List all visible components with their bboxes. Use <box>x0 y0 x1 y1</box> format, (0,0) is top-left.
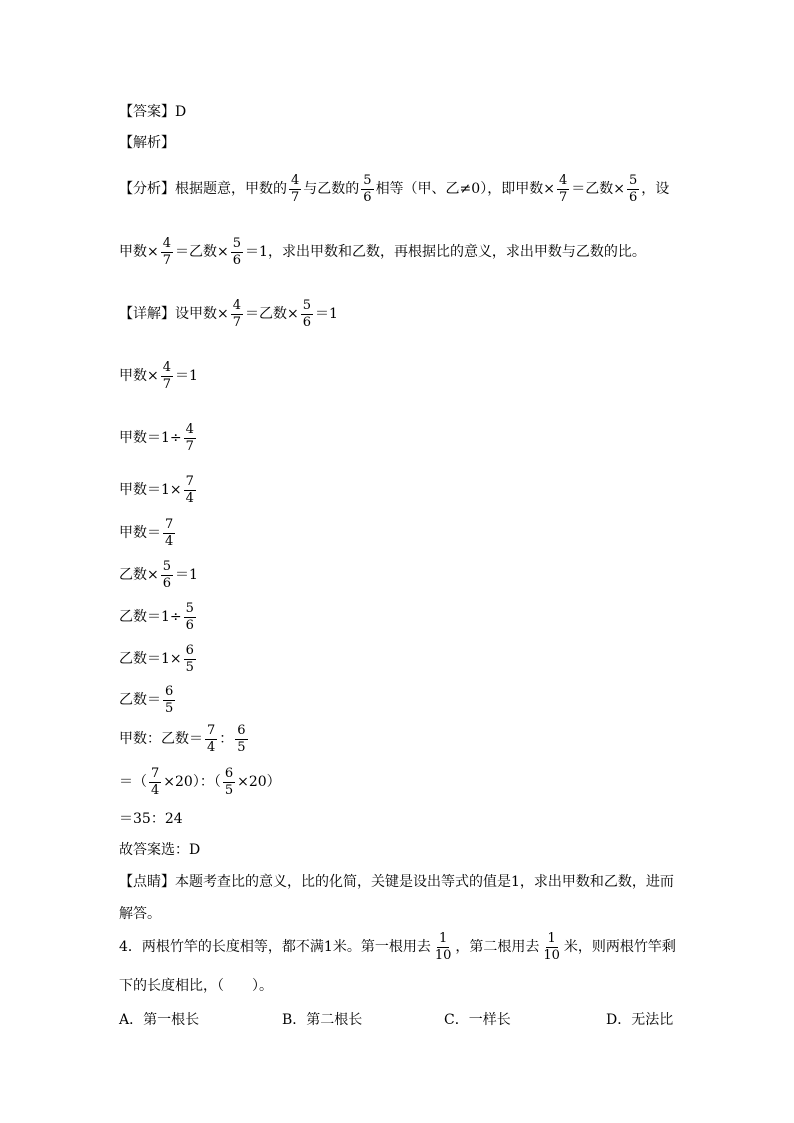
dianjing-line-1 <box>119 865 674 899</box>
text: 甲数＝1÷ <box>119 430 182 446</box>
numerator: 5 <box>302 297 312 313</box>
text: ×20）：（ <box>163 774 221 790</box>
fraction <box>184 644 196 675</box>
fraction <box>627 174 639 205</box>
denominator: 7 <box>185 438 194 454</box>
fraction <box>163 518 175 549</box>
numerator: 4 <box>291 172 300 188</box>
denominator: 7 <box>162 252 172 268</box>
dianjing-line-2 <box>119 897 161 931</box>
fraction <box>231 299 243 330</box>
text: 本题考查比的意义，比的化简，关键是设出等式的值是1，求出甲数和乙数，进而 <box>175 874 674 890</box>
fraction <box>433 932 454 963</box>
denominator: 6 <box>302 314 312 330</box>
denominator: 6 <box>185 617 194 633</box>
text: 根据题意，甲数的 <box>175 181 287 197</box>
fenxi-line-1 <box>119 172 669 206</box>
text: ： <box>219 731 234 747</box>
text: 乙数＝1× <box>119 651 182 667</box>
text: 相等（甲、乙≠0），即甲数× <box>375 181 555 197</box>
denominator: 7 <box>291 189 300 205</box>
option-d[interactable]: D．无法比 <box>606 1012 674 1028</box>
denominator: 6 <box>232 252 242 268</box>
text: ，设 <box>641 181 670 197</box>
numerator: 7 <box>185 473 194 489</box>
analysis-header <box>119 126 175 160</box>
numerator: 5 <box>628 172 638 188</box>
step-5 <box>119 558 198 592</box>
fraction <box>149 767 161 798</box>
denominator: 6 <box>363 189 372 205</box>
text: ，第二根用去 <box>455 939 540 955</box>
text: ×20） <box>237 774 281 790</box>
numerator: 1 <box>547 930 556 946</box>
step-7 <box>119 642 198 676</box>
text: 乙数× <box>119 567 159 583</box>
answer-line <box>119 95 186 129</box>
text: 乙数＝ <box>119 692 161 708</box>
denominator: 7 <box>162 376 172 392</box>
numerator: 5 <box>232 235 242 251</box>
fraction <box>231 237 243 268</box>
numerator: 5 <box>363 172 372 188</box>
fraction <box>289 174 301 205</box>
step-9 <box>119 722 250 756</box>
denominator: 10 <box>543 947 560 963</box>
numerator: 6 <box>224 765 234 781</box>
option-a[interactable]: A．第一根长 <box>119 1012 200 1028</box>
denominator: 7 <box>558 189 568 205</box>
numerator: 7 <box>207 722 216 738</box>
dianjing-tag: 【点睛】 <box>119 874 175 890</box>
denominator: 4 <box>165 533 174 549</box>
fraction <box>161 361 173 392</box>
denominator: 5 <box>237 739 246 755</box>
step-2 <box>119 421 198 455</box>
step-12 <box>119 833 200 867</box>
text: 乙数＝1÷ <box>119 609 182 625</box>
text: ＝1 <box>175 368 198 384</box>
numerator: 4 <box>162 235 172 251</box>
step-3 <box>119 473 198 507</box>
fraction <box>184 423 196 454</box>
text: 解答。 <box>119 906 161 922</box>
text: ＝1 <box>175 567 198 583</box>
text: 故答案选：D <box>119 842 201 858</box>
option-b[interactable]: B．第二根长 <box>282 1012 363 1028</box>
step-8 <box>119 683 177 717</box>
text: ＝35：24 <box>119 811 183 827</box>
step-10 <box>119 765 281 799</box>
detail-tag: 【详解】 <box>119 306 175 322</box>
denominator: 4 <box>207 739 216 755</box>
fraction <box>163 685 175 716</box>
denominator: 7 <box>232 314 242 330</box>
question-4-line-1 <box>119 930 676 964</box>
fraction <box>361 174 373 205</box>
denominator: 4 <box>185 490 194 506</box>
numerator: 6 <box>165 683 174 699</box>
fraction <box>235 724 247 755</box>
fraction <box>184 475 196 506</box>
text: 甲数× <box>119 368 159 384</box>
text: 甲数× <box>119 244 159 260</box>
text: ＝（ <box>119 774 147 790</box>
fraction <box>223 767 235 798</box>
analysis-tag: 【解析】 <box>119 135 175 151</box>
fenxi-line-2 <box>119 235 646 269</box>
question-4-line-2 <box>119 969 273 1003</box>
numerator: 5 <box>185 600 194 616</box>
answer-value: D <box>175 104 187 120</box>
denominator: 6 <box>628 189 638 205</box>
text: ＝乙数× <box>175 244 229 260</box>
denominator: 5 <box>185 659 194 675</box>
fenxi-tag: 【分析】 <box>119 181 175 197</box>
fraction <box>184 602 196 633</box>
fraction <box>301 299 313 330</box>
numerator: 1 <box>438 930 448 946</box>
numerator: 7 <box>165 516 174 532</box>
denominator: 5 <box>165 700 174 716</box>
step-11 <box>119 802 183 836</box>
numerator: 4 <box>232 297 242 313</box>
numerator: 7 <box>151 765 160 781</box>
answer-tag: 【答案】 <box>119 104 175 120</box>
detail-line <box>119 297 338 331</box>
text: 甲数＝1× <box>119 482 182 498</box>
numerator: 6 <box>237 722 246 738</box>
text: 设甲数× <box>175 306 229 322</box>
step-6 <box>119 600 198 634</box>
step-4 <box>119 516 177 550</box>
text: 与乙数的 <box>303 181 360 197</box>
fraction <box>161 560 173 591</box>
fraction <box>161 237 173 268</box>
denominator: 5 <box>224 782 234 798</box>
option-c[interactable]: C．一样长 <box>444 1012 511 1028</box>
denominator: 6 <box>162 575 172 591</box>
numerator: 6 <box>185 642 194 658</box>
denominator: 10 <box>434 947 452 963</box>
text: 下的长度相比，（ ）。 <box>119 978 273 994</box>
numerator: 5 <box>162 558 172 574</box>
denominator: 4 <box>151 782 160 798</box>
numerator: 4 <box>185 421 194 437</box>
numerator: 4 <box>162 359 172 375</box>
text: ＝乙数× <box>571 181 625 197</box>
text: ＝1 <box>315 306 338 322</box>
text: ＝1，求出甲数和乙数，再根据比的意义，求出甲数与乙数的比。 <box>245 244 646 260</box>
fraction <box>541 932 562 963</box>
text: ＝乙数× <box>245 306 299 322</box>
text: 甲数：乙数＝ <box>119 731 203 747</box>
numerator: 4 <box>558 172 568 188</box>
text: 甲数＝ <box>119 525 161 541</box>
text: 4．两根竹竿的长度相等，都不满1米。第一根用去 <box>119 939 431 955</box>
step-1 <box>119 359 198 393</box>
fraction <box>557 174 569 205</box>
fraction <box>205 724 217 755</box>
text: 米，则两根竹竿剩 <box>563 939 676 955</box>
options-row <box>119 1009 679 1029</box>
